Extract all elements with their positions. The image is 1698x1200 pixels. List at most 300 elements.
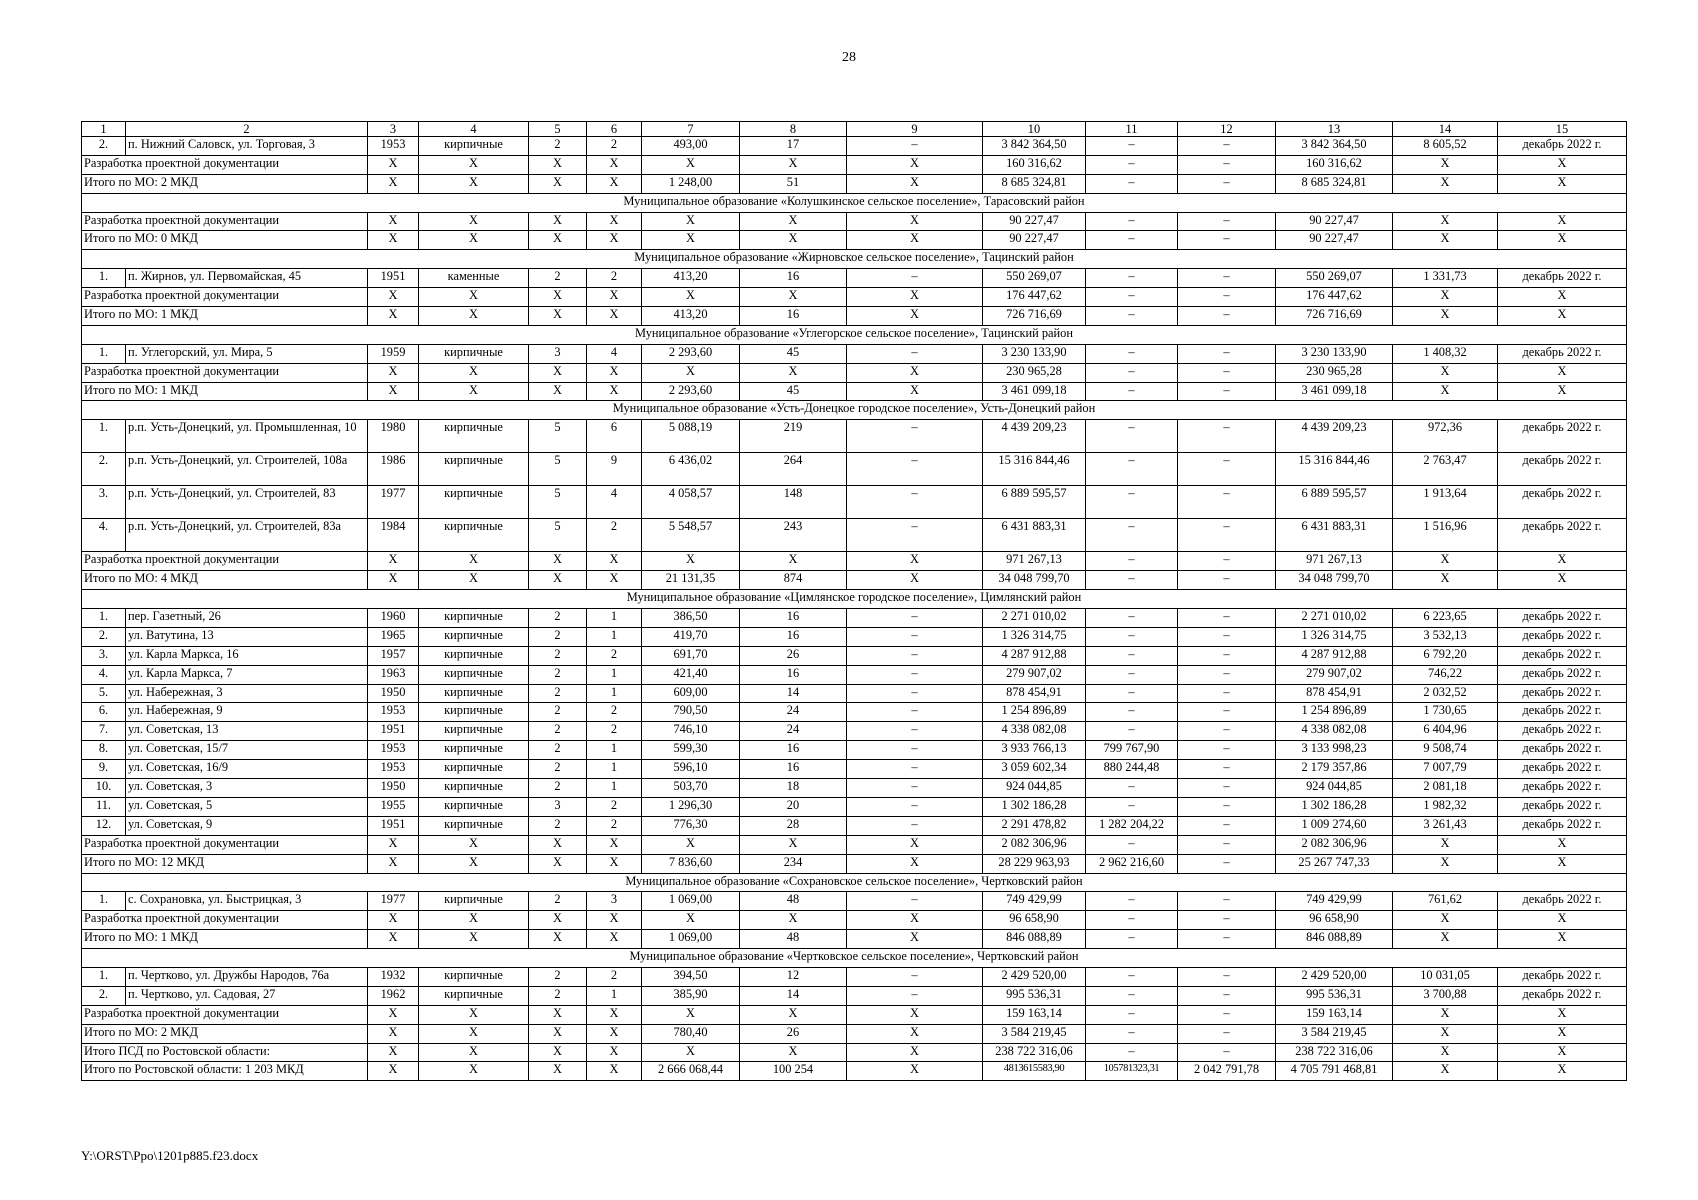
house-cell: 1 254 896,89 — [1276, 703, 1393, 722]
summary-cell: X — [1498, 1005, 1627, 1024]
summary-cell: 2 082 306,96 — [1276, 835, 1393, 854]
summary-cell: 2 962 216,60 — [1086, 854, 1178, 873]
house-cell: 4 287 912,88 — [1276, 646, 1393, 665]
house-cell: – — [1178, 420, 1276, 453]
house-cell: 2 081,18 — [1393, 779, 1498, 798]
column-number-cell: 9 — [847, 122, 983, 137]
summary-label: Итого по МО: 4 МКД — [82, 571, 368, 590]
summary-cell: X — [529, 1005, 587, 1024]
house-cell: 3 059 602,34 — [983, 760, 1086, 779]
summary-cell: X — [419, 155, 529, 174]
house-cell: кирпичные — [419, 741, 529, 760]
summary-cell: X — [419, 930, 529, 949]
summary-label: Разработка проектной документации — [82, 835, 368, 854]
column-number-cell: 15 — [1498, 122, 1627, 137]
summary-cell: X — [1393, 1024, 1498, 1043]
house-row — [82, 722, 1627, 741]
house-cell: – — [847, 760, 983, 779]
row-number: 3. — [82, 486, 126, 519]
summary-cell: – — [1178, 363, 1276, 382]
summary-cell: 8 685 324,81 — [983, 174, 1086, 193]
summary-label: Разработка проектной документации — [82, 1005, 368, 1024]
summary-label: Итого по МО: 12 МКД — [82, 854, 368, 873]
summary-cell: X — [847, 1043, 983, 1062]
house-cell: 1 302 186,28 — [1276, 797, 1393, 816]
house-cell: 6 404,96 — [1393, 722, 1498, 741]
summary-cell: X — [587, 288, 642, 307]
summary-cell: X — [419, 307, 529, 326]
summary-cell: X — [368, 1024, 419, 1043]
summary-cell: X — [419, 552, 529, 571]
column-number-cell: 2 — [126, 122, 368, 137]
summary-cell: X — [529, 382, 587, 401]
house-cell: кирпичные — [419, 816, 529, 835]
house-cell: 279 907,02 — [983, 665, 1086, 684]
house-cell: 1 — [587, 627, 642, 646]
house-cell: 1 — [587, 741, 642, 760]
summary-cell: 176 447,62 — [983, 288, 1086, 307]
house-cell: 550 269,07 — [983, 269, 1086, 288]
row-number: 5. — [82, 684, 126, 703]
summary-cell: 28 229 963,93 — [983, 854, 1086, 873]
house-cell: декабрь 2022 г. — [1498, 269, 1627, 288]
house-cell: 2 — [587, 703, 642, 722]
house-cell: 2 — [529, 137, 587, 156]
summary-row — [82, 1005, 1627, 1024]
row-number: 7. — [82, 722, 126, 741]
summary-cell: X — [642, 1005, 740, 1024]
summary-cell: X — [368, 835, 419, 854]
house-row — [82, 684, 1627, 703]
summary-cell: X — [642, 1043, 740, 1062]
house-cell: 1 — [587, 779, 642, 798]
column-number-cell: 14 — [1393, 122, 1498, 137]
house-cell: 20 — [740, 797, 847, 816]
house-cell: кирпичные — [419, 344, 529, 363]
house-cell: кирпичные — [419, 486, 529, 519]
summary-row — [82, 835, 1627, 854]
summary-row — [82, 231, 1627, 250]
house-cell: 4 439 209,23 — [983, 420, 1086, 453]
house-cell: 219 — [740, 420, 847, 453]
house-cell: – — [1086, 722, 1178, 741]
house-cell: 691,70 — [642, 646, 740, 665]
house-row — [82, 760, 1627, 779]
summary-cell: X — [587, 212, 642, 231]
summary-cell: X — [642, 835, 740, 854]
row-number: 11. — [82, 797, 126, 816]
house-cell: 1 — [587, 665, 642, 684]
house-cell: 15 316 844,46 — [983, 453, 1086, 486]
summary-cell: 90 227,47 — [983, 212, 1086, 231]
house-cell: декабрь 2022 г. — [1498, 609, 1627, 628]
house-cell: 16 — [740, 627, 847, 646]
house-cell: – — [1178, 665, 1276, 684]
house-cell: 1953 — [368, 741, 419, 760]
house-cell: 3 — [587, 892, 642, 911]
summary-cell: X — [642, 552, 740, 571]
house-cell: 9 508,74 — [1393, 741, 1498, 760]
column-number-cell: 5 — [529, 122, 587, 137]
house-row — [82, 779, 1627, 798]
house-cell: 1 — [587, 684, 642, 703]
house-cell: декабрь 2022 г. — [1498, 797, 1627, 816]
house-cell: – — [1178, 453, 1276, 486]
summary-cell: – — [1178, 231, 1276, 250]
summary-cell: X — [1393, 571, 1498, 590]
summary-cell: X — [847, 288, 983, 307]
house-cell: – — [847, 269, 983, 288]
house-cell: 3 842 364,50 — [1276, 137, 1393, 156]
summary-cell: – — [1086, 231, 1178, 250]
summary-cell: X — [1498, 854, 1627, 873]
summary-cell: – — [1178, 212, 1276, 231]
row-number: 2. — [82, 453, 126, 486]
summary-cell: X — [740, 155, 847, 174]
house-cell: кирпичные — [419, 137, 529, 156]
row-number: 1. — [82, 420, 126, 453]
house-cell: кирпичные — [419, 684, 529, 703]
house-cell: 2 — [587, 797, 642, 816]
house-cell: 790,50 — [642, 703, 740, 722]
house-cell: 3 — [529, 344, 587, 363]
house-cell: 1 326 314,75 — [1276, 627, 1393, 646]
house-cell: кирпичные — [419, 892, 529, 911]
house-cell: 5 088,19 — [642, 420, 740, 453]
house-cell: 5 — [529, 486, 587, 519]
summary-cell: – — [1086, 1005, 1178, 1024]
municipality-title: Муниципальное образование «Цимлянское городское поселение», Цимлянский район — [82, 590, 1627, 609]
house-row — [82, 986, 1627, 1005]
summary-cell: X — [740, 835, 847, 854]
house-cell: 2 — [587, 519, 642, 552]
summary-cell: X — [1393, 911, 1498, 930]
summary-cell: 100 254 — [740, 1062, 847, 1081]
house-cell: 1962 — [368, 986, 419, 1005]
summary-cell: 3 461 099,18 — [1276, 382, 1393, 401]
house-row — [82, 486, 1627, 519]
house-cell: 746,10 — [642, 722, 740, 741]
house-cell: декабрь 2022 г. — [1498, 967, 1627, 986]
summary-cell: 2 042 791,78 — [1178, 1062, 1276, 1081]
house-cell: – — [1086, 609, 1178, 628]
house-cell: 2 429 520,00 — [1276, 967, 1393, 986]
house-cell: 6 223,65 — [1393, 609, 1498, 628]
house-cell: – — [1178, 519, 1276, 552]
house-cell: – — [847, 986, 983, 1005]
house-cell: – — [847, 646, 983, 665]
house-cell: – — [847, 344, 983, 363]
summary-cell: X — [642, 231, 740, 250]
summary-cell: X — [1498, 1024, 1627, 1043]
house-row — [82, 627, 1627, 646]
summary-cell: X — [1498, 911, 1627, 930]
house-cell: – — [1086, 703, 1178, 722]
summary-cell: X — [1393, 1062, 1498, 1081]
summary-cell: – — [1178, 155, 1276, 174]
house-cell: 1951 — [368, 722, 419, 741]
summary-cell: X — [419, 1062, 529, 1081]
house-cell: 2 271 010,02 — [1276, 609, 1393, 628]
house-cell: – — [847, 137, 983, 156]
house-cell: – — [1086, 797, 1178, 816]
summary-cell: X — [368, 571, 419, 590]
house-cell: 2 429 520,00 — [983, 967, 1086, 986]
summary-label: Итого по МО: 2 МКД — [82, 174, 368, 193]
summary-cell: X — [529, 1024, 587, 1043]
house-cell: кирпичные — [419, 665, 529, 684]
summary-label: Разработка проектной документации — [82, 911, 368, 930]
house-cell: – — [1086, 420, 1178, 453]
summary-cell: X — [529, 212, 587, 231]
house-cell: – — [1086, 486, 1178, 519]
summary-cell: 26 — [740, 1024, 847, 1043]
summary-cell: X — [368, 930, 419, 949]
summary-cell: X — [847, 552, 983, 571]
summary-cell: X — [847, 1005, 983, 1024]
house-cell: – — [1178, 779, 1276, 798]
house-cell: 776,30 — [642, 816, 740, 835]
house-row — [82, 269, 1627, 288]
house-cell: 2 — [529, 892, 587, 911]
summary-row — [82, 382, 1627, 401]
summary-cell: – — [1086, 1024, 1178, 1043]
house-cell: 1984 — [368, 519, 419, 552]
house-cell: – — [1178, 609, 1276, 628]
summary-cell: X — [529, 1062, 587, 1081]
house-cell: – — [1178, 797, 1276, 816]
house-cell: 2 — [529, 741, 587, 760]
summary-cell: – — [1178, 835, 1276, 854]
summary-cell: X — [1498, 307, 1627, 326]
summary-row — [82, 854, 1627, 873]
summary-cell: – — [1086, 911, 1178, 930]
house-cell: 1 516,96 — [1393, 519, 1498, 552]
house-address: ул. Набережная, 3 — [126, 684, 368, 703]
house-cell: 1 913,64 — [1393, 486, 1498, 519]
row-number: 1. — [82, 609, 126, 628]
summary-cell: – — [1178, 382, 1276, 401]
summary-cell: X — [419, 911, 529, 930]
house-address: с. Сохрановка, ул. Быстрицкая, 3 — [126, 892, 368, 911]
summary-cell: X — [529, 231, 587, 250]
row-number: 2. — [82, 986, 126, 1005]
house-cell: декабрь 2022 г. — [1498, 646, 1627, 665]
house-cell: 3 842 364,50 — [983, 137, 1086, 156]
house-address: п. Чертково, ул. Садовая, 27 — [126, 986, 368, 1005]
summary-row — [82, 363, 1627, 382]
house-cell: 609,00 — [642, 684, 740, 703]
row-number: 1. — [82, 344, 126, 363]
house-cell: – — [1178, 269, 1276, 288]
house-cell: декабрь 2022 г. — [1498, 741, 1627, 760]
column-number-cell: 1 — [82, 122, 126, 137]
house-cell: 1953 — [368, 760, 419, 779]
summary-cell: X — [529, 307, 587, 326]
house-cell: – — [1086, 684, 1178, 703]
summary-cell: X — [587, 155, 642, 174]
summary-cell: X — [529, 930, 587, 949]
summary-cell: X — [587, 571, 642, 590]
row-number: 12. — [82, 816, 126, 835]
summary-cell: X — [529, 288, 587, 307]
summary-cell: X — [419, 212, 529, 231]
house-cell: – — [847, 519, 983, 552]
house-cell: 1 982,32 — [1393, 797, 1498, 816]
house-address: р.п. Усть-Донецкий, ул. Строителей, 83а — [126, 519, 368, 552]
summary-cell: X — [740, 1043, 847, 1062]
row-number: 10. — [82, 779, 126, 798]
summary-cell: X — [419, 363, 529, 382]
summary-cell: X — [587, 231, 642, 250]
column-number-cell: 8 — [740, 122, 847, 137]
summary-cell: – — [1178, 911, 1276, 930]
house-cell: – — [1178, 816, 1276, 835]
summary-cell: X — [587, 1043, 642, 1062]
house-address: п. Чертково, ул. Дружбы Народов, 76а — [126, 967, 368, 986]
summary-label: Итого по МО: 1 МКД — [82, 382, 368, 401]
summary-cell: X — [419, 288, 529, 307]
summary-row — [82, 911, 1627, 930]
house-cell: – — [1086, 269, 1178, 288]
house-cell: 746,22 — [1393, 665, 1498, 684]
house-cell: – — [1086, 137, 1178, 156]
house-address: пер. Газетный, 26 — [126, 609, 368, 628]
house-cell: декабрь 2022 г. — [1498, 816, 1627, 835]
house-cell: кирпичные — [419, 519, 529, 552]
house-row — [82, 816, 1627, 835]
summary-cell: – — [1086, 155, 1178, 174]
house-cell: 2 — [529, 609, 587, 628]
house-cell: – — [1178, 892, 1276, 911]
house-cell: – — [1086, 627, 1178, 646]
page-number: 28 — [842, 50, 856, 65]
municipality-title: Муниципальное образование «Жирновское сельское поселение», Тацинский район — [82, 250, 1627, 269]
summary-cell: X — [1498, 231, 1627, 250]
house-cell: 48 — [740, 892, 847, 911]
summary-cell: X — [529, 363, 587, 382]
summary-cell: – — [1178, 174, 1276, 193]
house-address: ул. Советская, 3 — [126, 779, 368, 798]
summary-cell: – — [1086, 1043, 1178, 1062]
summary-cell: – — [1086, 571, 1178, 590]
summary-cell: X — [587, 911, 642, 930]
summary-cell: 726 716,69 — [983, 307, 1086, 326]
summary-cell: X — [847, 571, 983, 590]
house-cell: 7 007,79 — [1393, 760, 1498, 779]
house-cell: 972,36 — [1393, 420, 1498, 453]
row-number: 2. — [82, 137, 126, 156]
house-cell: 2 — [529, 816, 587, 835]
house-cell: 2 — [529, 967, 587, 986]
house-cell: – — [1178, 344, 1276, 363]
summary-cell: 160 316,62 — [983, 155, 1086, 174]
summary-label: Разработка проектной документации — [82, 552, 368, 571]
summary-cell: X — [419, 1024, 529, 1043]
summary-cell: 45 — [740, 382, 847, 401]
house-cell: декабрь 2022 г. — [1498, 779, 1627, 798]
summary-cell: 34 048 799,70 — [1276, 571, 1393, 590]
summary-cell: 846 088,89 — [983, 930, 1086, 949]
summary-cell: X — [1393, 1043, 1498, 1062]
summary-cell: X — [587, 307, 642, 326]
summary-cell: – — [1178, 288, 1276, 307]
house-row — [82, 703, 1627, 722]
house-cell: декабрь 2022 г. — [1498, 486, 1627, 519]
summary-cell: X — [847, 174, 983, 193]
file-path-footer: Y:\ORST\Ppo\1201p885.f23.docx — [81, 1148, 259, 1163]
house-row — [82, 453, 1627, 486]
house-cell: 4 287 912,88 — [983, 646, 1086, 665]
house-cell: – — [1086, 453, 1178, 486]
house-cell: декабрь 2022 г. — [1498, 665, 1627, 684]
house-cell: – — [1086, 779, 1178, 798]
summary-cell: 90 227,47 — [1276, 231, 1393, 250]
summary-cell: X — [529, 155, 587, 174]
summary-cell: – — [1086, 930, 1178, 949]
summary-cell: 971 267,13 — [983, 552, 1086, 571]
house-cell: 2 — [529, 646, 587, 665]
house-cell: 1980 — [368, 420, 419, 453]
house-cell: 24 — [740, 703, 847, 722]
house-cell: – — [1178, 967, 1276, 986]
summary-cell: X — [740, 552, 847, 571]
house-cell: – — [1086, 986, 1178, 1005]
summary-cell: X — [587, 382, 642, 401]
house-cell: 1959 — [368, 344, 419, 363]
house-cell: 6 431 883,31 — [983, 519, 1086, 552]
summary-cell: – — [1178, 930, 1276, 949]
house-cell: 413,20 — [642, 269, 740, 288]
house-cell: 1951 — [368, 816, 419, 835]
house-cell: декабрь 2022 г. — [1498, 627, 1627, 646]
summary-cell: X — [368, 552, 419, 571]
house-cell: 4 — [587, 344, 642, 363]
house-cell: 386,50 — [642, 609, 740, 628]
house-cell: 1957 — [368, 646, 419, 665]
house-cell: – — [1086, 892, 1178, 911]
row-number: 1. — [82, 967, 126, 986]
house-cell: 394,50 — [642, 967, 740, 986]
summary-cell: X — [587, 552, 642, 571]
house-cell: 8 605,52 — [1393, 137, 1498, 156]
house-cell: 1 069,00 — [642, 892, 740, 911]
summary-cell: – — [1086, 288, 1178, 307]
summary-cell: – — [1086, 363, 1178, 382]
summary-cell: X — [419, 231, 529, 250]
summary-cell: 238 722 316,06 — [983, 1043, 1086, 1062]
summary-cell: X — [587, 854, 642, 873]
house-cell: декабрь 2022 г. — [1498, 892, 1627, 911]
house-address: ул. Ватутина, 13 — [126, 627, 368, 646]
house-cell: 1950 — [368, 684, 419, 703]
summary-cell: X — [368, 307, 419, 326]
summary-cell: – — [1086, 212, 1178, 231]
house-cell: – — [1178, 741, 1276, 760]
house-cell: декабрь 2022 г. — [1498, 453, 1627, 486]
house-cell: 878 454,91 — [1276, 684, 1393, 703]
summary-cell: 90 227,47 — [1276, 212, 1393, 231]
summary-cell: X — [847, 363, 983, 382]
house-cell: – — [1178, 986, 1276, 1005]
summary-cell: X — [587, 363, 642, 382]
house-cell: 1932 — [368, 967, 419, 986]
summary-cell: X — [529, 835, 587, 854]
house-cell: 924 044,85 — [983, 779, 1086, 798]
house-cell: – — [1086, 967, 1178, 986]
summary-cell: 874 — [740, 571, 847, 590]
house-cell: 3 933 766,13 — [983, 741, 1086, 760]
